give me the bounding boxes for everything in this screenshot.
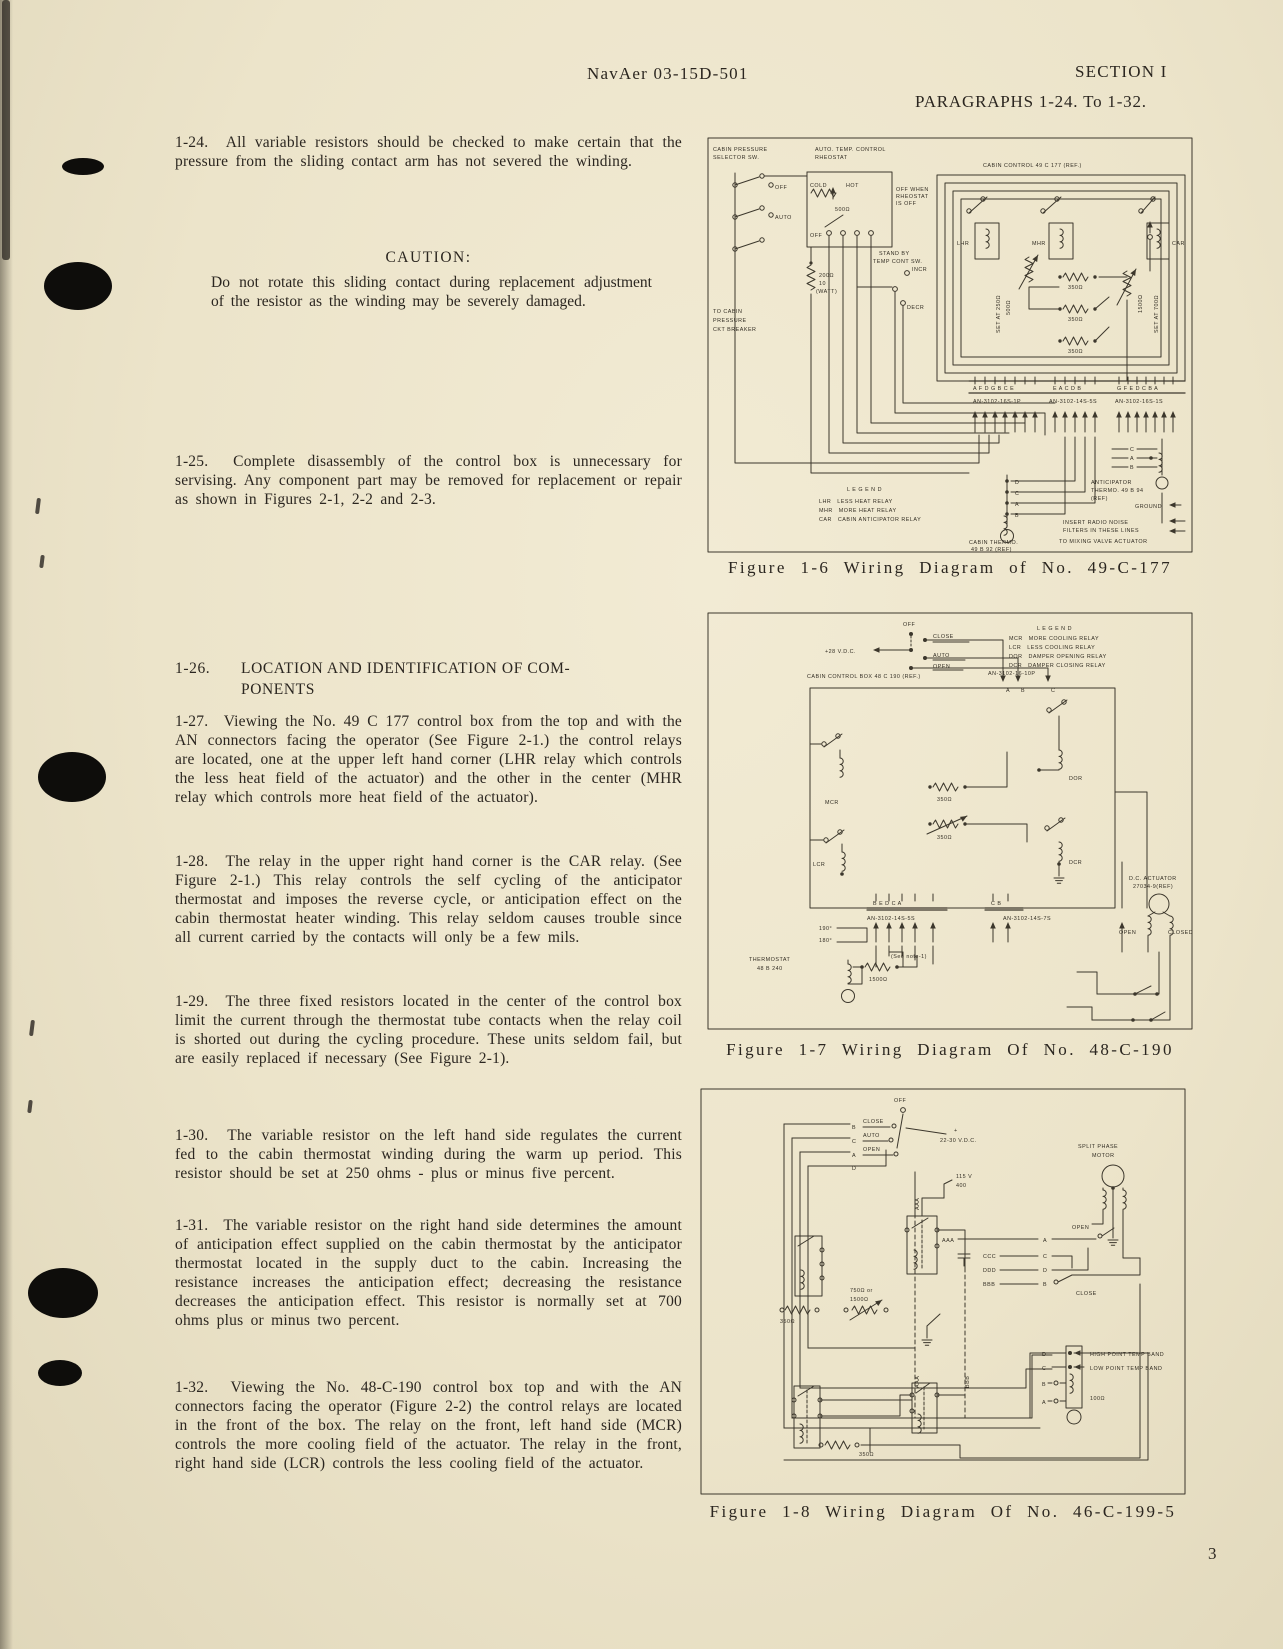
binder-dot bbox=[28, 1268, 98, 1318]
heading-line2: PONENTS bbox=[241, 681, 315, 698]
legend-lcr: LCR LESS COOLING RELAY bbox=[1009, 645, 1096, 651]
term-b: B bbox=[1043, 1282, 1048, 1288]
pins-bottom-1: B E D C A bbox=[873, 901, 902, 907]
pin-b: B bbox=[1021, 688, 1026, 694]
mixing-note: TO MIXING VALVE ACTUATOR bbox=[1059, 539, 1148, 545]
label-open-sw: OPEN bbox=[1072, 1225, 1090, 1231]
cabin-thermo-2: 49 B 92 (REF) bbox=[971, 547, 1012, 553]
pins-bottom-2: C B bbox=[991, 901, 1002, 907]
label-close: CLOSE bbox=[863, 1119, 884, 1125]
label-cold: COLD bbox=[810, 183, 827, 189]
label-ccc: CCC bbox=[983, 1254, 997, 1260]
anticipator-2: THERMO. 49 B 94 bbox=[1091, 488, 1144, 494]
ct-c: C bbox=[1015, 491, 1020, 497]
label-mcr: MCR bbox=[825, 800, 839, 806]
label-rheostat: RHEOSTAT bbox=[815, 155, 848, 161]
paragraph-range: PARAGRAPHS 1-24. To 1-32. bbox=[915, 92, 1147, 111]
wire-c: C bbox=[852, 1139, 857, 1145]
ct-a: A bbox=[1015, 502, 1020, 508]
term-c: C bbox=[1043, 1254, 1048, 1260]
pins-row2: E A C D B bbox=[1053, 386, 1082, 392]
label-set700: SET AT 700Ω bbox=[1154, 295, 1160, 333]
label-350a: 350Ω bbox=[1068, 285, 1084, 291]
label-decr: DECR bbox=[907, 305, 925, 311]
term-d: D bbox=[1043, 1268, 1048, 1274]
label-100ohm: 100Ω bbox=[1090, 1396, 1106, 1402]
figure-1-8-diagram bbox=[700, 1088, 1186, 1495]
margin-mark bbox=[27, 1100, 33, 1113]
binder-dot bbox=[62, 158, 104, 175]
label-500ohm: 500Ω bbox=[835, 207, 851, 213]
paragraph-1-29: 1-29. The three fixed resistors located in the center of the control box limit the current through the thermostat tube contacts when the relay coil is shorted out during the cycling procedure. These units seldom fail, but are easily replaced if necessary (See Figure 2-1). bbox=[175, 993, 682, 1067]
doc-number: NavAer 03-15D-501 bbox=[587, 64, 749, 83]
paragraph-1-28: 1-28. The relay in the upper right hand corner is the CAR relay. (See Figure 2-1.) This relay controls the self cycling of the anticipator thermostat and imposes the reverse cycle, or anticipation effect on the cabin thermostat heater winding. This relay seldom causes trouble since all current carried by the contacts will only be a few mils. bbox=[175, 853, 682, 946]
figure-1-8-caption: Figure 1-8 Wiring Diagram Of No. 46-C-199-5 bbox=[709, 1502, 1177, 1521]
label-350b: 350Ω bbox=[859, 1452, 875, 1458]
label-750: 750Ω or bbox=[850, 1288, 873, 1294]
page-number: 3 bbox=[1208, 1544, 1217, 1563]
label-open: OPEN bbox=[863, 1147, 881, 1153]
label-auto-temp: AUTO. TEMP. CONTROL bbox=[815, 147, 886, 153]
label-1500: 1500Ω bbox=[869, 977, 888, 983]
scan-edge-dark bbox=[2, 0, 10, 260]
connector-b1: AN-3102-14S-5S bbox=[867, 916, 916, 922]
label-incr: INCR bbox=[912, 267, 928, 273]
label-open: OPEN bbox=[933, 664, 951, 670]
label-v500: 500Ω bbox=[1006, 299, 1012, 315]
paragraph-1-30: 1-30. The variable resistor on the left hand side regulates the current fed to the cabin thermostat winding during the warm up period. This resistor should be set at 250 ohms - plus or minus five percent. bbox=[175, 1127, 682, 1182]
label-actuator-1: D.C. ACTUATOR bbox=[1129, 876, 1177, 882]
label-aaa: AAA bbox=[942, 1238, 955, 1244]
paragraph-1-31: 1-31. The variable resistor on the right hand side determines the amount of anticipation effect supplied on the cabin thermostat by the anticipator thermostat located in the supply duct to the cabin. Increasing the resistance increases the anticipation effect; decreasing the resistance decreases the anticipation effect. This resistor is normally set at 700 ohms plus or minus two percent. bbox=[175, 1217, 682, 1329]
legend-title: L E G E N D bbox=[847, 487, 882, 493]
figure-1-6-diagram bbox=[707, 137, 1193, 553]
label-lcr: LCR bbox=[813, 862, 826, 868]
label-set250: SET AT 250Ω bbox=[996, 295, 1002, 333]
heading-number: 1-26. bbox=[175, 660, 211, 677]
out-d: D bbox=[1042, 1352, 1047, 1358]
label-auto: AUTO bbox=[933, 653, 950, 659]
label-off: OFF bbox=[810, 233, 823, 239]
figure-1-7-diagram bbox=[707, 612, 1193, 1030]
label-cabin-control: CABIN CONTROL 49 C 177 (REF.) bbox=[983, 163, 1082, 169]
connector-1: AN-3102-16S-1P bbox=[973, 399, 1022, 405]
label-28vdc: +28 V.D.C. bbox=[825, 649, 857, 655]
margin-mark bbox=[35, 498, 41, 514]
label-closed: CLOSED bbox=[1168, 930, 1193, 936]
label-off: OFF bbox=[903, 622, 916, 628]
label-350b: 350Ω bbox=[937, 835, 953, 841]
caution-block bbox=[205, 248, 652, 311]
out-c: C bbox=[1042, 1366, 1047, 1372]
binder-dot bbox=[38, 1360, 82, 1386]
label-cabin-pressure: CABIN PRESSURE bbox=[713, 147, 768, 153]
wire-b: B bbox=[852, 1125, 857, 1131]
bus-bbb-v: BBB bbox=[965, 1375, 971, 1388]
label-watt: (WATT) bbox=[816, 289, 838, 295]
label-selector-sw: SELECTOR SW. bbox=[713, 155, 760, 161]
paragraph-1-27: 1-27. Viewing the No. 49 C 177 control box from the top and with the AN connectors facing the operator (See Figure 2-1.) the control relays are located, one at the upper left hand corner (LHR relay which controls the less heat field of the actuator) and the other in the center (MHR relay which controls more heat field of the actuator). bbox=[175, 713, 682, 806]
legend-car: CAR CABIN ANTICIPATOR RELAY bbox=[819, 517, 922, 523]
label-190: 190° bbox=[819, 926, 833, 932]
label-400: 400 bbox=[956, 1183, 967, 1189]
label-high-band: HIGH POINT TEMP BAND bbox=[1090, 1352, 1165, 1358]
at-c: C bbox=[1130, 447, 1135, 453]
connector-top: AN-3102-16-10P bbox=[988, 671, 1036, 677]
label-split-phase: SPLIT PHASE bbox=[1078, 1144, 1119, 1150]
legend-dor: DOR DAMPER OPENING RELAY bbox=[1009, 654, 1107, 660]
label-200ohm: 200Ω bbox=[819, 273, 835, 279]
label-off: OFF bbox=[894, 1098, 907, 1104]
legend-mcr: MCR MORE COOLING RELAY bbox=[1009, 636, 1100, 642]
label-dcr: DCR bbox=[1069, 860, 1083, 866]
term-a: A bbox=[1043, 1238, 1048, 1244]
label-offwhen2: RHEOSTAT bbox=[896, 194, 929, 200]
label-close-sw: CLOSE bbox=[1076, 1291, 1097, 1297]
ct-b: B bbox=[1015, 513, 1020, 519]
label-standby2: TEMP CONT SW. bbox=[873, 259, 923, 265]
label-off2: OFF bbox=[775, 185, 788, 191]
label-motor: MOTOR bbox=[1092, 1153, 1115, 1159]
legend-title: L E G E N D bbox=[1037, 626, 1072, 632]
margin-mark bbox=[39, 555, 45, 568]
label-115v: 115 V bbox=[956, 1174, 973, 1180]
label-1500: 1500Ω bbox=[850, 1297, 869, 1303]
paragraph-1-32: 1-32. Viewing the No. 48-C-190 control box top and with the AN connectors facing the operator (Figure 2-2) the control relays are located in the front of the box. The relay on the front, left hand side (MCR) controls the more cooling field of the actuator. The relay in the front, right hand side (LCR) controls the less cooling field of the actuator. bbox=[175, 1379, 682, 1472]
label-1500: 1500Ω bbox=[1138, 294, 1144, 313]
connector-3: AN-3102-16S-1S bbox=[1115, 399, 1164, 405]
label-standby1: STAND BY bbox=[879, 251, 910, 257]
label-180: 180° bbox=[819, 938, 833, 944]
label-10: 10 bbox=[819, 281, 826, 287]
pin-c: C bbox=[1051, 688, 1056, 694]
out-a: A bbox=[1042, 1400, 1047, 1406]
label-note: (See note-1) bbox=[891, 954, 927, 960]
label-350b: 350Ω bbox=[1068, 317, 1084, 323]
at-b: B bbox=[1130, 465, 1135, 471]
label-plus: + bbox=[954, 1128, 958, 1134]
label-low-band: LOW POINT TEMP BAND bbox=[1090, 1366, 1163, 1372]
label-car: CAR bbox=[1172, 241, 1185, 247]
fig16-labels bbox=[713, 147, 1185, 553]
out-b: B bbox=[1042, 1382, 1047, 1388]
connector-2: AN-3102-14S-5S bbox=[1049, 399, 1098, 405]
label-bbb: BBB bbox=[983, 1282, 996, 1288]
label-mhr: MHR bbox=[1032, 241, 1046, 247]
paragraph-1-24: 1-24. All variable resistors should be checked to make certain that the pressure from the sliding contact arm has not severed the winding. bbox=[175, 134, 682, 170]
box-label: CABIN CONTROL BOX 48 C 190 (REF.) bbox=[807, 674, 921, 680]
legend-mhr: MHR MORE HEAT RELAY bbox=[819, 508, 897, 514]
label-auto: AUTO bbox=[863, 1133, 880, 1139]
fig17-labels bbox=[749, 622, 1193, 983]
label-350a: 350Ω bbox=[937, 797, 953, 803]
label-close: CLOSE bbox=[933, 634, 954, 640]
label-tocabin2: PRESSURE bbox=[713, 318, 747, 324]
label-ddd: DDD bbox=[983, 1268, 997, 1274]
label-hot: HOT bbox=[846, 183, 859, 189]
section-title: SECTION I bbox=[1075, 62, 1168, 81]
heading-line1: LOCATION AND IDENTIFICATION OF COM- bbox=[241, 660, 571, 677]
anticipator-1: ANTICIPATOR bbox=[1091, 480, 1132, 486]
binder-dot bbox=[38, 752, 106, 802]
radio-note-1: INSERT RADIO NOISE bbox=[1063, 520, 1129, 526]
caution-title: CAUTION: bbox=[385, 249, 472, 266]
label-350c: 350Ω bbox=[1068, 349, 1084, 355]
pins-row1: A F D G B C E bbox=[973, 386, 1015, 392]
bus-aaa-v2: AAA bbox=[915, 1375, 921, 1388]
pin-a: A bbox=[1006, 688, 1011, 694]
figure-1-7-caption: Figure 1-7 Wiring Diagram Of No. 48-C-190 bbox=[726, 1040, 1174, 1059]
connector-b2: AN-3102-14S-7S bbox=[1003, 916, 1052, 922]
cabin-thermo-1: CABIN THERMO. bbox=[969, 540, 1019, 546]
label-offwhen3: IS OFF bbox=[896, 201, 917, 207]
figure-1-6-caption: Figure 1-6 Wiring Diagram of No. 49-C-177 bbox=[728, 558, 1172, 577]
pins-row3: G F E D C B A bbox=[1117, 386, 1159, 392]
legend-lhr: LHR LESS HEAT RELAY bbox=[819, 499, 893, 505]
binder-dot bbox=[44, 262, 112, 310]
caution-body: Do not rotate this sliding contact during replacement adjustment of the resistor as the winding may be severely damaged. bbox=[211, 274, 652, 310]
wire-a: A bbox=[852, 1153, 857, 1159]
wire-d: D bbox=[852, 1166, 857, 1172]
anticipator-3: (REF) bbox=[1091, 496, 1108, 502]
label-tocabin3: CKT BREAKER bbox=[713, 327, 757, 333]
radio-note-2: FILTERS IN THESE LINES bbox=[1063, 528, 1140, 534]
bus-aaa-v1: AAA bbox=[915, 1197, 921, 1210]
label-48b240: 48 B 240 bbox=[757, 966, 783, 972]
label-lhr: LHR bbox=[957, 241, 970, 247]
label-ground: GROUND bbox=[1135, 504, 1162, 510]
ct-d: D bbox=[1015, 480, 1020, 486]
margin-mark bbox=[29, 1020, 35, 1036]
label-actuator-2: 27034-9(REF) bbox=[1133, 884, 1174, 890]
legend-dcr: DCR DAMPER CLOSING RELAY bbox=[1009, 663, 1106, 669]
label-dor: DOR bbox=[1069, 776, 1083, 782]
label-thermostat: THERMOSTAT bbox=[749, 957, 791, 963]
label-open2: OPEN bbox=[1119, 930, 1137, 936]
at-a: A bbox=[1130, 456, 1135, 462]
label-350a: 350Ω bbox=[780, 1319, 796, 1325]
label-offwhen1: OFF WHEN bbox=[896, 187, 929, 193]
paragraph-1-25: 1-25. Complete disassembly of the control box is unnecessary for servising. Any component part may be removed for replacement or repair as shown in Figures 2-1, 2-2 and 2-3. bbox=[175, 453, 682, 508]
label-auto: AUTO bbox=[775, 215, 792, 221]
label-vdc: 22-30 V.D.C. bbox=[940, 1138, 977, 1144]
heading-1-26 bbox=[175, 658, 682, 700]
label-tocabin1: TO CABIN bbox=[713, 309, 743, 315]
